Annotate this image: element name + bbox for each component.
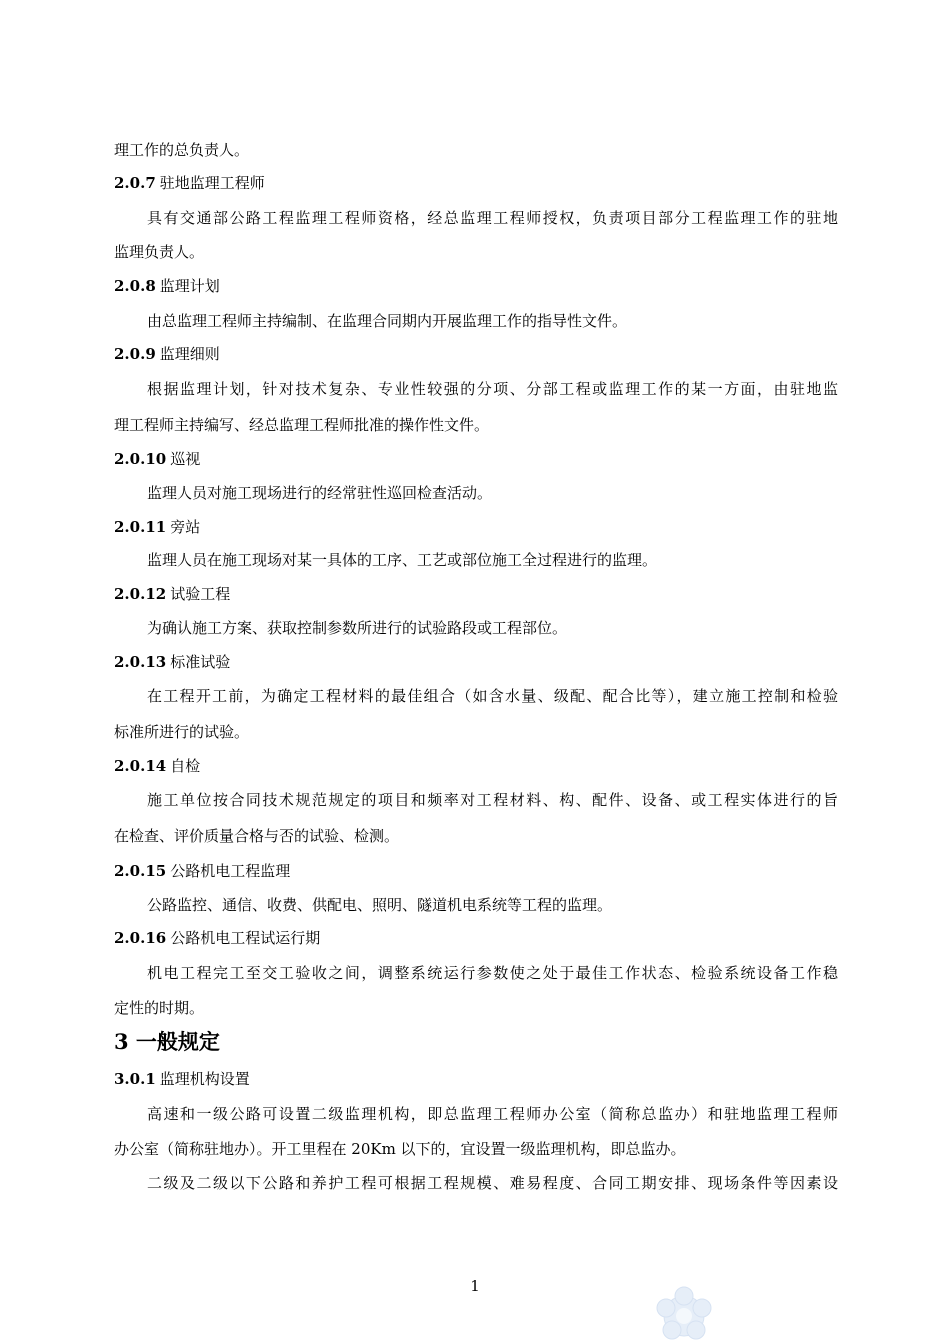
term-title: 监理机构设置 bbox=[159, 1070, 250, 1088]
paragraph-line: 在检查、评价质量合格与否的试验、检测。 bbox=[114, 827, 400, 845]
term-heading-2-0-16 bbox=[114, 927, 838, 949]
term-heading-2-0-8 bbox=[114, 275, 838, 297]
paragraph-line: 在工程开工前，为确定工程材料的最佳组合（如含水量、级配、配合比等），建立施工控制和检验 bbox=[147, 687, 838, 705]
term-number: 2.0.14 bbox=[114, 757, 167, 775]
paragraph-line: 施工单位按合同技术规范规定的项目和频率对工程材料、构、配件、设备、或工程实体进行的旨 bbox=[147, 791, 838, 809]
paragraph-line: 办公室（简称驻地办）。开工里程在 20Km 以下的，宜设置一级监理机构，即总监办。 bbox=[114, 1140, 686, 1158]
term-number: 2.0.8 bbox=[114, 277, 156, 295]
term-heading-2-0-10 bbox=[114, 448, 838, 470]
term-number: 2.0.11 bbox=[114, 518, 167, 536]
page-number: 1 bbox=[470, 1277, 480, 1295]
term-number: 2.0.7 bbox=[114, 174, 156, 192]
paragraph-line: 监理负责人。 bbox=[114, 243, 205, 261]
paragraph-line: 标准所进行的试验。 bbox=[114, 723, 250, 741]
paragraph-line: 根据监理计划，针对技术复杂、专业性较强的分项、分部工程或监理工作的某一方面，由驻地监 bbox=[147, 380, 838, 398]
term-number: 2.0.16 bbox=[114, 929, 167, 947]
term-title: 巡视 bbox=[170, 450, 201, 468]
term-title: 公路机电工程试运行期 bbox=[170, 929, 321, 947]
term-heading-2-0-7 bbox=[114, 172, 838, 194]
watermark-emblem-icon bbox=[652, 1282, 716, 1344]
paragraph-line: 监理人员在施工现场对某一具体的工序、工艺或部位施工全过程进行的监理。 bbox=[147, 551, 658, 569]
paragraph-line: 公路监控、通信、收费、供配电、照明、隧道机电系统等工程的监理。 bbox=[147, 896, 613, 914]
term-heading-2-0-13 bbox=[114, 651, 838, 673]
term-number: 2.0.10 bbox=[114, 450, 167, 468]
term-title: 旁站 bbox=[170, 518, 201, 536]
term-number: 2.0.12 bbox=[114, 585, 167, 603]
term-title: 标准试验 bbox=[170, 653, 231, 671]
paragraph-line: 高速和一级公路可设置二级监理机构，即总监理工程师办公室（简称总监办）和驻地监理工程师 bbox=[147, 1105, 838, 1123]
term-number: 2.0.9 bbox=[114, 345, 156, 363]
term-title: 监理细则 bbox=[159, 345, 220, 363]
term-heading-2-0-9 bbox=[114, 343, 838, 365]
term-title: 自检 bbox=[170, 757, 201, 775]
term-heading-2-0-12 bbox=[114, 583, 838, 605]
term-number: 3.0.1 bbox=[114, 1070, 156, 1088]
paragraph-line: 为确认施工方案、获取控制参数所进行的试验路段或工程部位。 bbox=[147, 619, 568, 637]
term-title: 公路机电工程监理 bbox=[170, 862, 291, 880]
term-title: 试验工程 bbox=[170, 585, 231, 603]
term-title: 驻地监理工程师 bbox=[159, 174, 265, 192]
term-heading-2-0-15 bbox=[114, 860, 838, 882]
paragraph-line: 二级及二级以下公路和养护工程可根据工程规模、难易程度、合同工期安排、现场条件等因素设 bbox=[147, 1174, 838, 1192]
paragraph-line: 具有交通部公路工程监理工程师资格，经总监理工程师授权，负责项目部分工程监理工作的驻地 bbox=[147, 209, 838, 227]
paragraph-line: 定性的时期。 bbox=[114, 999, 205, 1017]
term-title: 监理计划 bbox=[159, 277, 220, 295]
paragraph-line: 理工程师主持编写、经总监理工程师批准的操作性文件。 bbox=[114, 416, 490, 434]
term-number: 2.0.15 bbox=[114, 862, 167, 880]
term-heading-2-0-14 bbox=[114, 755, 838, 777]
term-number: 2.0.13 bbox=[114, 653, 167, 671]
paragraph-line: 监理人员对施工现场进行的经常驻性巡回检查活动。 bbox=[147, 484, 493, 502]
section-heading: 3 一般规定 bbox=[114, 1029, 220, 1054]
paragraph-line: 理工作的总负责人。 bbox=[114, 141, 250, 159]
paragraph-line: 由总监理工程师主持编制、在监理合同期内开展监理工作的指导性文件。 bbox=[147, 312, 628, 330]
paragraph-line: 机电工程完工至交工验收之间，调整系统运行参数使之处于最佳工作状态、检验系统设备工作稳 bbox=[147, 964, 838, 982]
term-heading-2-0-11 bbox=[114, 516, 838, 538]
term-heading-3-0-1 bbox=[114, 1068, 838, 1090]
